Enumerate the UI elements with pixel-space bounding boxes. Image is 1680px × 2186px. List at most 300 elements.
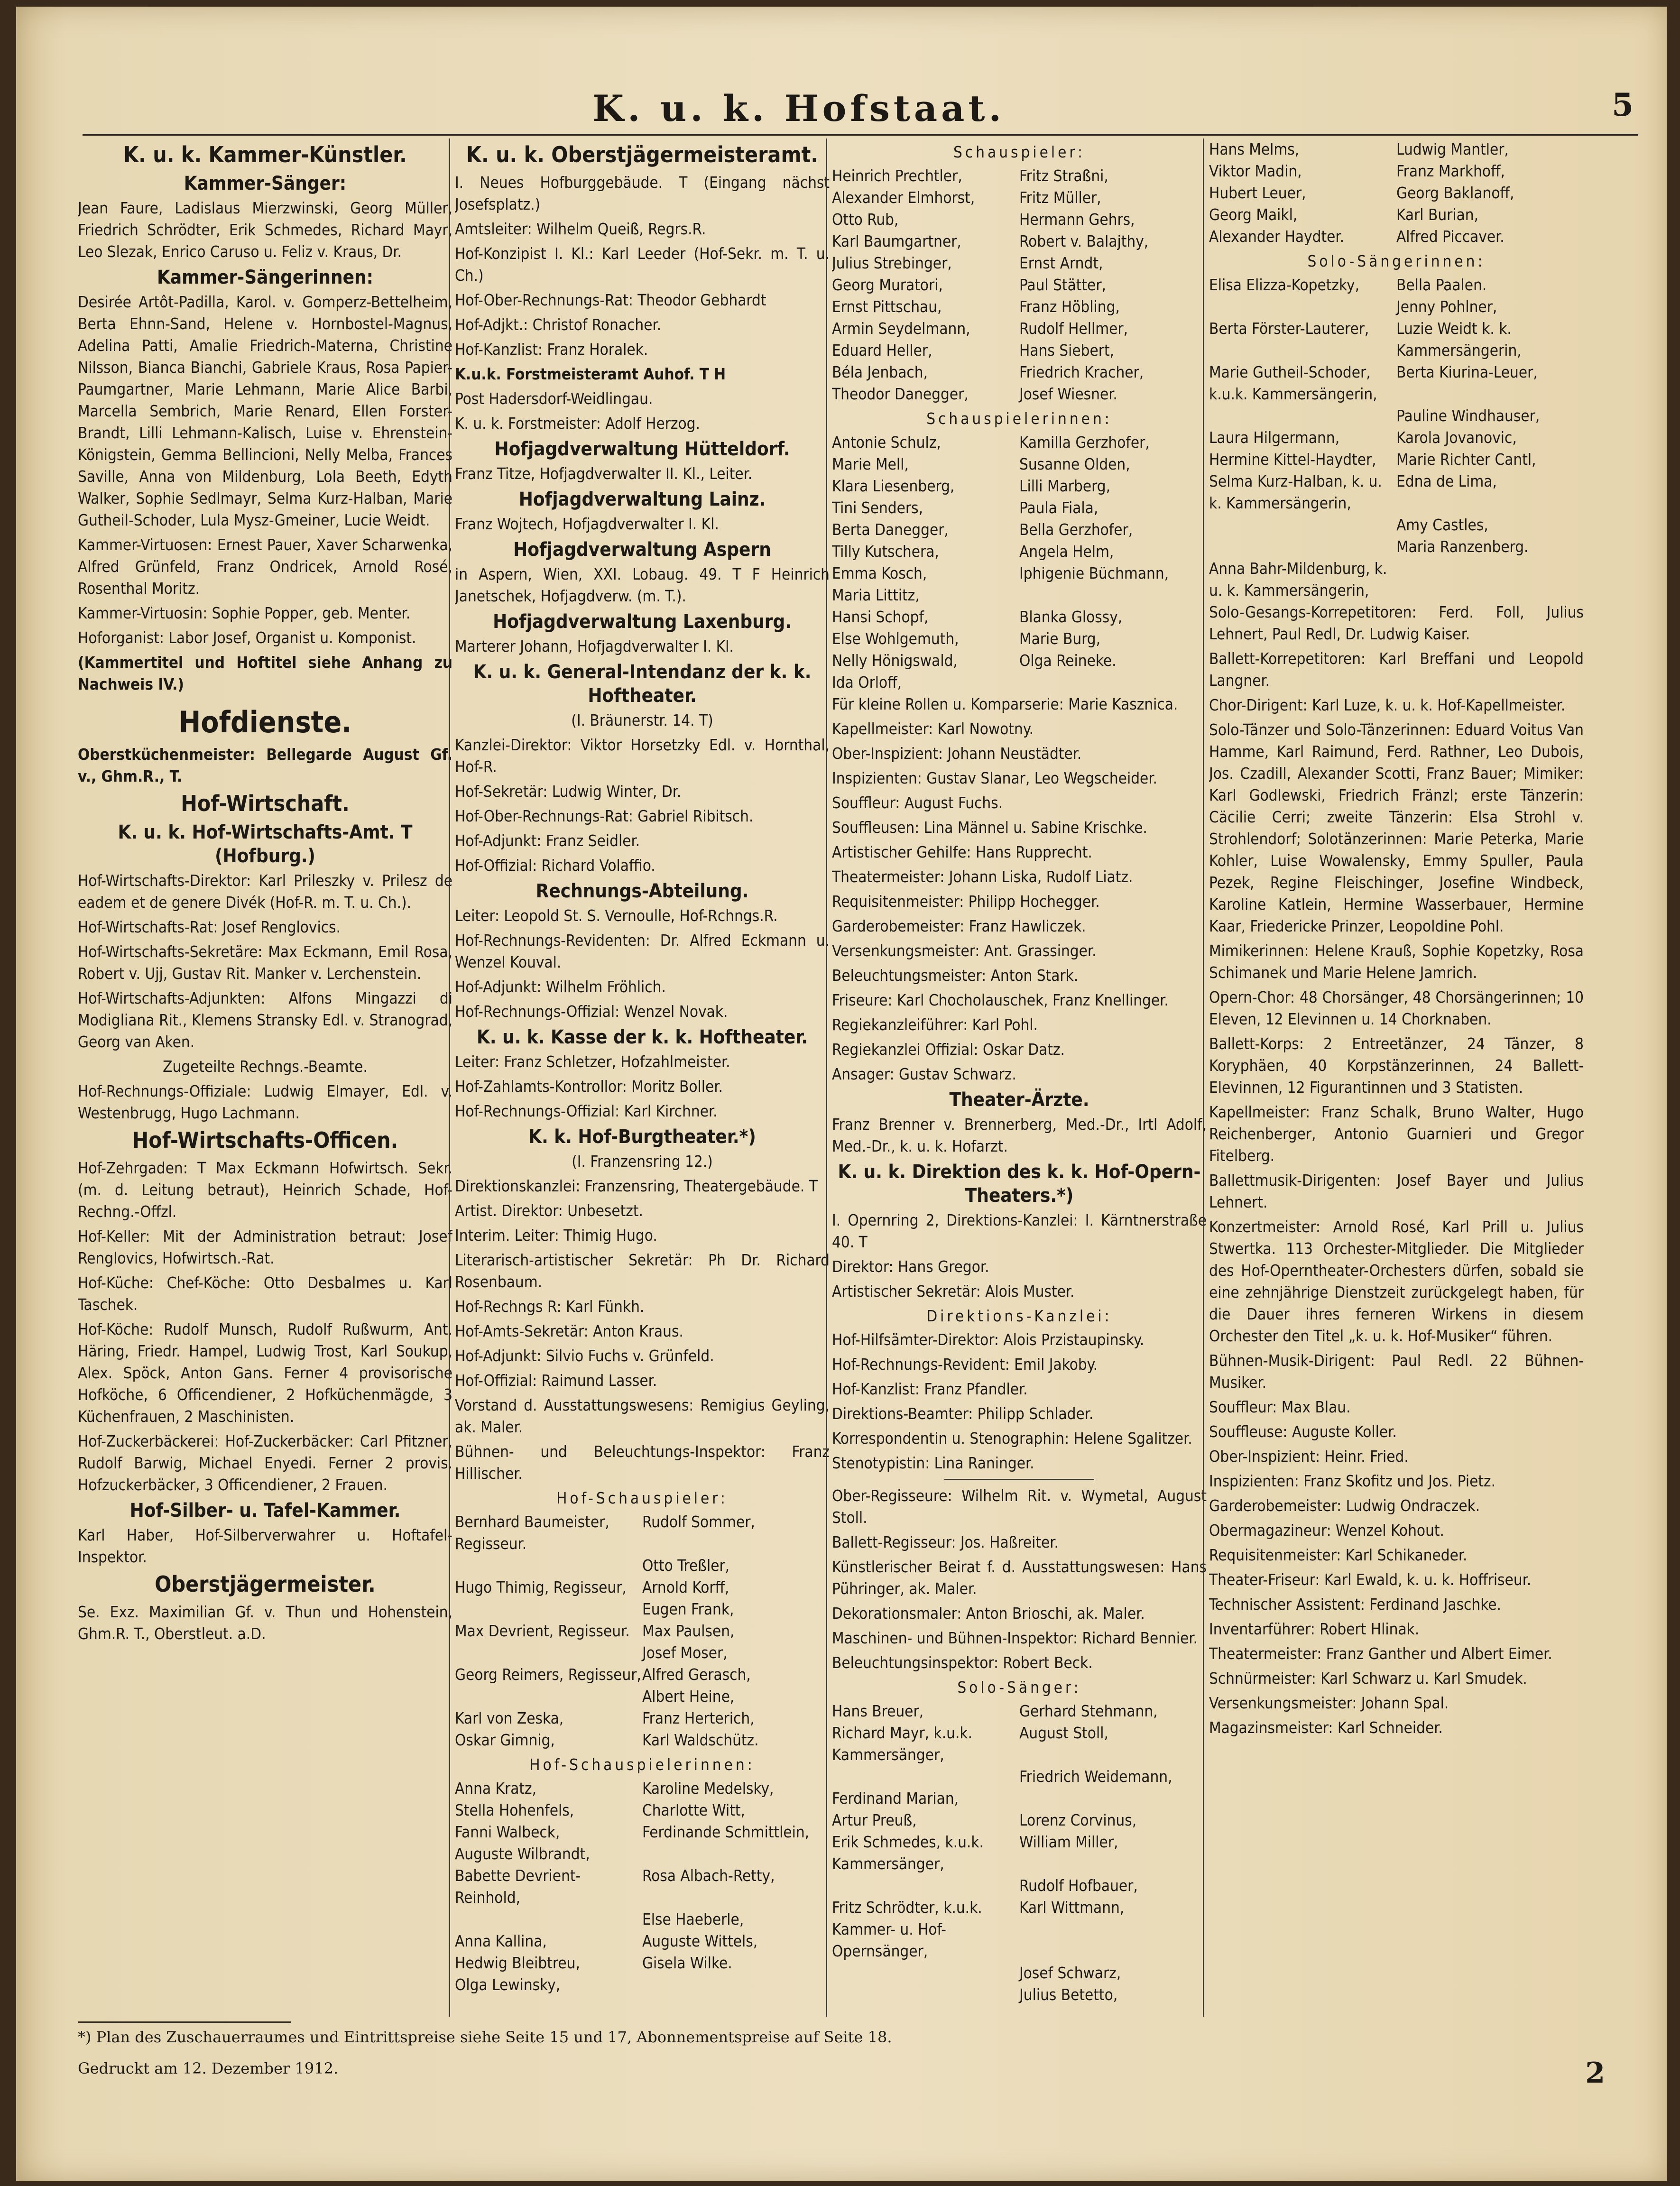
name-entry: Oskar Gimnig, (455, 1731, 555, 1749)
name-row (455, 1865, 830, 1909)
text-block: Artist. Direktor: Unbesetzt. (455, 1201, 643, 1220)
name-row (832, 1831, 1207, 1875)
footnote-rule (78, 2021, 291, 2023)
text-block: Ballett-Korps: 2 Entreetänzer, 24 Tänzer, 8 Koryphäen, 40 Korpstänzerinnen, 24 Ballett-Elevinnen, 12 Figurantinnen und 3 Statisten. (1209, 1034, 1584, 1097)
name-row (1209, 138, 1584, 160)
text-block: K.u.k. Forstmeisteramt Auhof. T H (455, 365, 726, 383)
text-block: Dekorationsmaler: Anton Brioschi, ak. Maler. (832, 1604, 1145, 1623)
name-entry: Gisela Wilke. (642, 1954, 732, 1972)
name-entry: Maria Littitz, (832, 586, 920, 604)
text-block: Souffleusen: Lina Männel u. Sabine Krischke. (832, 818, 1147, 837)
text-block: Franz Wojtech, Hofjagdverwalter I. Kl. (455, 515, 719, 533)
name-row (832, 1962, 1207, 1984)
subsection-heading: K. u. k. General-Intendanz der k. k. Hoftheater. (473, 661, 812, 707)
name-entry: Anna Bahr-Mildenburg, k. u. k. Kammersängerin, (1209, 559, 1387, 600)
text-block: Schnürmeister: Karl Schwarz u. Karl Smudek. (1209, 1669, 1527, 1688)
text-block: Kapellmeister: Karl Nowotny. (832, 719, 1034, 738)
name-entry: Hermine Kittel-Haydter, (1209, 450, 1376, 469)
name-entry: Ida Orloff, (832, 673, 902, 692)
text-block: Hof-Wirtschafts-Direktor: Karl Prileszky v. Prilesz de eadem et de genere Divék (Hof-R. m. T. u. Ch.). (78, 871, 452, 912)
name-entry (455, 1555, 642, 1577)
name-row (455, 1821, 830, 1843)
name-row (832, 672, 1207, 693)
text-block: Marterer Johann, Hofjagdverwalter I. Kl. (455, 637, 734, 655)
text-block: Theatermeister: Franz Ganther und Albert Eimer. (1209, 1644, 1552, 1663)
name-entry: Rudolf Hofbauer, (1019, 1876, 1138, 1895)
text-block: Interim. Leiter: Thimig Hugo. (455, 1226, 657, 1245)
name-entry: Armin Seydelmann, (832, 319, 970, 338)
text-block: Friseure: Karl Chocholauschek, Franz Knellinger. (832, 991, 1169, 1009)
name-row (832, 340, 1207, 361)
text-block: Hof-Kanzlist: Franz Pfandler. (832, 1380, 1028, 1398)
name-row (832, 584, 1207, 606)
name-entry: Alexander Haydter. (1209, 227, 1345, 246)
name-entry: Marie Gutheil-Schoder, k.u.k. Kammersängerin, (1209, 363, 1377, 403)
name-entry: Viktor Madin, (1209, 162, 1302, 180)
name-entry: Franz Herterich, (642, 1709, 755, 1727)
name-row (832, 1788, 1207, 1809)
print-date: Gedruckt am 12. Dezember 1912. (78, 2059, 339, 2077)
text-block: Hof-Sekretär: Ludwig Winter, Dr. (455, 782, 682, 801)
name-entry: Antonie Schulz, (832, 433, 941, 452)
name-entry: Rosa Albach-Retty, (642, 1866, 775, 1885)
name-entry: Charlotte Witt, (642, 1801, 745, 1819)
text-block: Chor-Dirigent: Karl Luze, k. u. k. Hof-Kapellmeister. (1209, 696, 1566, 714)
text-block: Post Hadersdorf-Weidlingau. (455, 389, 653, 408)
name-entry: Eduard Heller, (832, 341, 932, 360)
name-row (1209, 318, 1584, 361)
name-entry (1019, 584, 1207, 606)
name-entry (642, 1843, 830, 1865)
name-entry: Babette Devrient-Reinhold, (455, 1866, 581, 1907)
text-block: Requisitenmeister: Karl Schikaneder. (1209, 1546, 1468, 1564)
name-entry: Anna Kratz, (455, 1779, 537, 1798)
name-entry: Josef Wiesner. (1019, 385, 1117, 403)
name-entry: Karl von Zeska, (455, 1709, 564, 1727)
text-block: Hoforganist: Labor Josef, Organist u. Komponist. (78, 628, 416, 647)
text-block: Kanzlei-Direktor: Viktor Horsetzky Edl. v. Hornthal, Hof-R. (455, 736, 830, 776)
name-entry: Theodor Danegger, (832, 385, 969, 403)
name-entry (1396, 558, 1584, 601)
name-entry: Heinrich Prechtler, (832, 166, 962, 185)
name-entry: Auguste Wilbrandt, (455, 1845, 590, 1863)
name-row (455, 1778, 830, 1799)
name-entry: Nelly Hönigswald, (832, 651, 958, 670)
subsection-heading: Hofjagdverwaltung Laxenburg. (493, 611, 792, 633)
name-row (832, 231, 1207, 252)
name-entry: Amy Castles, (1396, 516, 1488, 534)
subsection-heading: Rechnungs-Abteilung. (535, 880, 749, 902)
name-entry: Lilli Marberg, (1019, 477, 1110, 495)
name-entry: Paula Fiala, (1019, 498, 1098, 517)
text-block: Oberstküchenmeister: Bellegarde August Gf. v., Ghm.R., T. (78, 745, 452, 785)
name-entry: Stella Hohenfels, (455, 1801, 574, 1819)
text-block: Requisitenmeister: Philipp Hochegger. (832, 892, 1100, 911)
name-row (1209, 226, 1584, 248)
name-entry (1019, 1788, 1207, 1809)
text-block: Kammer-Virtuosen: Ernest Pauer, Xaver Scharwenka, Alfred Grünfeld, Franz Ondricek, Arnold Rosé, Rosenthal Moritz. (78, 535, 452, 598)
subsection-heading: Schauspielerinnen: (926, 409, 1112, 428)
name-entry: Karoline Medelsky, (642, 1779, 774, 1798)
name-entry: Josef Schwarz, (1019, 1964, 1121, 1982)
name-row (832, 650, 1207, 672)
name-row (832, 318, 1207, 340)
subsection-heading: K. u. k. Hof-Wirtschafts-Amt. T (Hofburg.) (118, 821, 413, 867)
name-list (832, 165, 1207, 405)
name-row (1209, 514, 1584, 536)
name-entry: Franz Markhoff, (1396, 162, 1505, 180)
name-entry: Ernst Pittschau, (832, 297, 942, 316)
page (16, 7, 1667, 2181)
name-row (1209, 536, 1584, 558)
text-block: Magazinsmeister: Karl Schneider. (1209, 1718, 1443, 1737)
name-entry: Georg Maikl, (1209, 205, 1298, 224)
text-block: Direktor: Hans Gregor. (832, 1257, 989, 1276)
name-row (455, 1620, 830, 1642)
name-row (455, 1598, 830, 1620)
name-row (455, 1952, 830, 1974)
name-entry: Else Haeberle, (642, 1910, 744, 1928)
name-row (832, 519, 1207, 541)
text-block: Franz Titze, Hofjagdverwalter II. Kl., Leiter. (455, 464, 753, 483)
name-entry: Ferdinand Marian, (832, 1789, 959, 1808)
text-block: Zugeteilte Rechngs.-Beamte. (163, 1057, 368, 1076)
text-block: Hof-Zuckerbäckerei: Hof-Zuckerbäcker: Carl Pfitzner, Rudolf Barwig, Michael Enyedi. Ferner 2 provis. Hofzuckerbäcker, 3 Officendiener, 2 Frauen. (78, 1432, 452, 1494)
name-entry: Anna Kallina, (455, 1932, 547, 1950)
section-heading: Hof-Wirtschaft. (181, 791, 350, 816)
name-entry (832, 1984, 1019, 2006)
name-entry (1209, 405, 1396, 427)
text-block: Beleuchtungsinspektor: Robert Beck. (832, 1653, 1093, 1672)
subsection-heading: Theater-Ärzte. (949, 1089, 1089, 1111)
text-block: Hof-Rechngs R: Karl Fünkh. (455, 1297, 645, 1316)
name-row (1209, 405, 1584, 427)
text-block: Hof-Offizial: Raimund Lasser. (455, 1371, 657, 1390)
name-entry (455, 1686, 642, 1707)
name-row (1209, 558, 1584, 601)
name-row (455, 1909, 830, 1930)
name-entry: Berta Förster-Lauterer, (1209, 319, 1369, 338)
name-entry: Marie Mell, (832, 455, 909, 473)
text-block: I. Opernring 2, Direktions-Kanzlei: I. Kärntnerstraße 40. T (832, 1211, 1207, 1251)
text-block: Inspizienten: Gustav Slanar, Leo Wegscheider. (832, 769, 1157, 787)
name-entry: Richard Mayr, k.u.k. Kammersänger, (832, 1724, 973, 1764)
text-block: Franz Brenner v. Brennerberg, Med.-Dr., Irtl Adolf, Med.-Dr., k. u. k. Hofarzt. (832, 1115, 1207, 1155)
name-entry (455, 1909, 642, 1930)
text-block: Karl Haber, Hof-Silberverwahrer u. Hoftafel-Inspektor. (78, 1526, 452, 1566)
text-block: Für kleine Rollen u. Komparserie: Marie Kasznica. (832, 695, 1178, 713)
name-entry: Tilly Kutschera, (832, 542, 939, 561)
column-1 (78, 138, 452, 2017)
subsection-heading: Solo-Sänger: (957, 1678, 1081, 1697)
name-list (1209, 274, 1584, 601)
subsection-heading: Hof-Schauspielerinnen: (529, 1755, 755, 1774)
name-entry: Angela Helm, (1019, 542, 1114, 561)
text-block: Theatermeister: Johann Liska, Rudolf Liatz. (832, 867, 1133, 886)
text-block: Hof-Adjunkt: Wilhelm Fröhlich. (455, 978, 666, 996)
text-block: Hof-Offizial: Richard Volaffio. (455, 856, 655, 875)
name-entry: Franz Höbling, (1019, 297, 1120, 316)
name-entry: Pauline Windhauser, (1396, 406, 1540, 425)
name-entry: Robert v. Balajthy, (1019, 232, 1149, 250)
text-block: Inventarführer: Robert Hlinak. (1209, 1620, 1420, 1638)
name-entry: Alexander Elmhorst, (832, 188, 975, 207)
name-row (455, 1577, 830, 1598)
name-entry: Blanka Glossy, (1019, 608, 1123, 626)
name-entry: Alfred Gerasch, (642, 1665, 751, 1684)
text-block: Stenotypistin: Lina Raninger. (832, 1454, 1034, 1472)
text-block: Hof-Ober-Rechnungs-Rat: Theodor Gebhardt (455, 291, 766, 309)
name-entry: Albert Heine, (642, 1687, 735, 1706)
name-entry: Paul Stätter, (1019, 276, 1106, 294)
subsection-heading: K. u. k. Kasse der k. k. Hoftheater. (476, 1026, 808, 1048)
text-block: Inspizienten: Franz Skofitz und Jos. Pietz. (1209, 1472, 1495, 1490)
name-entry: Béla Jenbach, (832, 363, 928, 381)
name-row (832, 453, 1207, 475)
name-entry: Bella Paalen. (1396, 276, 1487, 294)
name-entry: Hans Breuer, (832, 1702, 924, 1720)
text-block: K. u. k. Forstmeister: Adolf Herzog. (455, 414, 700, 433)
name-row (832, 541, 1207, 563)
name-entry: Elisa Elizza-Kopetzky, (1209, 276, 1359, 294)
name-row (832, 628, 1207, 650)
subsection-heading: Direktions-Kanzlei: (926, 1307, 1112, 1325)
name-row (832, 1984, 1207, 2006)
text-block: Mimikerinnen: Helene Krauß, Sophie Kopetzky, Rosa Schimanek und Marie Helene Jamrich. (1209, 941, 1584, 982)
section-heading: Hofdienste. (178, 705, 352, 739)
subsection-heading: Solo-Sängerinnen: (1307, 252, 1486, 270)
text-block: Ober-Regisseure: Wilhelm Rit. v. Wymetal, August Stoll. (832, 1486, 1207, 1527)
name-row (455, 1664, 830, 1686)
column-3 (832, 138, 1207, 2017)
page-number: 5 (1612, 86, 1634, 123)
name-entry: Karl Waldschütz. (642, 1731, 759, 1749)
name-row (832, 497, 1207, 519)
text-block: Hof-Zehrgaden: T Max Eckmann Hofwirtsch. Sekr. (m. d. Leitung betraut), Heinrich Schade, Hof-Rechng.-Offzl. (78, 1159, 452, 1221)
column-2 (455, 138, 830, 2017)
name-entry (1209, 296, 1396, 318)
name-entry: Josef Moser, (642, 1643, 728, 1662)
name-row (1209, 470, 1584, 514)
text-block: Ober-Inspizient: Heinr. Fried. (1209, 1447, 1409, 1466)
name-entry: Hedwig Bleibtreu, (455, 1954, 580, 1972)
name-row (455, 1799, 830, 1821)
text-block: Se. Exz. Maximilian Gf. v. Thun und Hohenstein, Ghm.R. T., Oberstleut. a.D. (78, 1603, 452, 1643)
name-entry (832, 1962, 1019, 1984)
text-block: Bühnen-Musik-Dirigent: Paul Redl. 22 Bühnen-Musiker. (1209, 1351, 1584, 1392)
text-block: Kapellmeister: Franz Schalk, Bruno Walter, Hugo Reichenberger, Antonio Guarnieri und Gregor Fitelberg. (1209, 1103, 1584, 1165)
text-block: Regiekanzlei Offizial: Oskar Datz. (832, 1040, 1065, 1059)
name-row (832, 383, 1207, 405)
name-entry: Eugen Frank, (642, 1600, 734, 1618)
text-block: Technischer Assistent: Ferdinand Jaschke. (1209, 1595, 1501, 1614)
name-entry: Susanne Olden, (1019, 455, 1130, 473)
name-entry: Lorenz Corvinus, (1019, 1811, 1137, 1829)
text-block: in Aspern, Wien, XXI. Lobaug. 49. T F Heinrich Janetschek, Hofjagdverw. (m. T.). (455, 565, 830, 605)
name-entry: Jenny Pohlner, (1396, 297, 1497, 316)
name-entry: Marie Burg, (1019, 629, 1101, 648)
name-row (455, 1511, 830, 1555)
name-entry: Erik Schmedes, k.u.k. Kammersänger, (832, 1833, 984, 1873)
text-block: Ober-Inspizient: Johann Neustädter. (832, 744, 1082, 763)
name-entry: Friedrich Kracher, (1019, 363, 1144, 381)
subsection-heading: Hofjagdverwaltung Lainz. (518, 489, 766, 510)
text-block: Literarisch-artistischer Sekretär: Ph Dr. Richard Rosenbaum. (455, 1251, 830, 1291)
text-block: Hof-Rechnungs-Revidenten: Dr. Alfred Eckmann u. Wenzel Kouval. (455, 931, 830, 971)
name-row (1209, 361, 1584, 405)
subsection-heading: Kammer-Sängerinnen: (157, 267, 374, 288)
name-row (1209, 274, 1584, 296)
text-block: Korrespondentin u. Stenographin: Helene Sgalitzer. (832, 1429, 1192, 1448)
text-block: Solo-Tänzer und Solo-Tänzerinnen: Eduard Voitus Van Hamme, Karl Raimund, Ferd. Rathner, Leo Dubois, Jos. Czadill, Alexander Scotti, Franz Bauer; Mimiker: Karl Godlewski, Friedrich Fränzl; erste Tänzerin: Cäcilie Cerri; zweite Tänzerin: Elsa Strohl v. Strohlendorf; Solotänzerinnen: Marie Peterka, Marie Kohler, Luise Wowalensky, Emmy Spuller, Paula Pezek, Regine Fleischinger, Josefine Windbeck, Karoline Katlein, Hermine Wasserbauer, Hermine Kaar, Friedericke Prinzer, Leopoldine Pohl. (1209, 720, 1584, 935)
text-block: Hof-Wirtschafts-Adjunkten: Alfons Mingazzi di Modigliana Rit., Klemens Stransky Edl. v. Stranograd, Georg van Aken. (78, 989, 452, 1051)
text-block: Ballett-Regisseur: Jos. Haßreiter. (832, 1533, 1059, 1551)
name-row (455, 1974, 830, 1996)
text-block: Versenkungsmeister: Ant. Grassinger. (832, 941, 1097, 960)
name-entry (832, 1766, 1019, 1788)
name-entry: Laura Hilgermann, (1209, 428, 1340, 447)
separator-rule (944, 1479, 1094, 1480)
name-list (455, 1778, 830, 1996)
text-block: Theater-Friseur: Karl Ewald, k. u. k. Hoffriseur. (1209, 1570, 1532, 1589)
text-block: Ansager: Gustav Schwarz. (832, 1065, 1016, 1083)
name-entry: Julius Betetto, (1019, 1985, 1118, 2004)
name-entry: Marie Richter Cantl, (1396, 450, 1536, 469)
name-entry (1209, 514, 1396, 536)
name-row (455, 1555, 830, 1577)
text-block: Hof-Amts-Sekretär: Anton Kraus. (455, 1322, 683, 1340)
subsection-heading: Hofjagdverwaltung Aspern (513, 539, 771, 561)
text-block: Hof-Ober-Rechnungs-Rat: Gabriel Ribitsch. (455, 807, 754, 825)
text-block: Opern-Chor: 48 Chorsänger, 48 Chorsängerinnen; 10 Eleven, 12 Elevinnen u. 14 Chorknaben. (1209, 988, 1584, 1028)
text-block: Hof-Rechnungs-Offiziale: Ludwig Elmayer, Edl. v. Westenbrugg, Hugo Lachmann. (78, 1082, 452, 1122)
name-entry: Karl Burian, (1396, 205, 1479, 224)
name-entry: Rudolf Hellmer, (1019, 319, 1128, 338)
name-row (1209, 427, 1584, 449)
name-entry: Bernhard Baumeister, Regisseur. (455, 1513, 609, 1553)
name-row (832, 475, 1207, 497)
section-heading: K. u. k. Kammer-Künstler. (123, 142, 407, 167)
name-entry: Gerhard Stehmann, (1019, 1702, 1158, 1720)
text-block: Garderobemeister: Ludwig Ondraczek. (1209, 1496, 1480, 1515)
text-block: Vorstand d. Ausstattungswesens: Remigius Geyling, ak. Maler. (455, 1396, 830, 1436)
column-divider (1203, 138, 1204, 2017)
name-row (1209, 449, 1584, 470)
name-entry: Klara Liesenberg, (832, 477, 955, 495)
subsection-heading: Schauspieler: (953, 143, 1085, 161)
name-row (455, 1729, 830, 1751)
name-entry: Luzie Weidt k. k. Kammersängerin, (1396, 319, 1522, 360)
name-entry: Fritz Straßni, (1019, 166, 1108, 185)
text-block: Souffleur: August Fuchs. (832, 793, 1003, 812)
name-entry (1019, 672, 1207, 693)
text-block: Hof-Adjunkt: Silvio Fuchs v. Grünfeld. (455, 1347, 714, 1365)
text-block: Souffleuse: Auguste Koller. (1209, 1422, 1397, 1441)
name-entry: Fritz Schrödter, k.u.k. Kammer- u. Hof-Opernsänger, (832, 1898, 982, 1960)
text-block: I. Neues Hofburggebäude. T (Eingang nächst Josefsplatz.) (455, 173, 830, 213)
text-block: Hof-Hilfsämter-Direktor: Alois Przistaupinsky. (832, 1330, 1145, 1349)
name-entry (642, 1974, 830, 1996)
name-entry: August Stoll, (1019, 1724, 1108, 1742)
section-heading: Oberstjägermeister. (155, 1571, 376, 1597)
name-row (832, 1766, 1207, 1788)
name-row (455, 1686, 830, 1707)
text-block: Hof-Rechnungs-Offizial: Wenzel Novak. (455, 1002, 728, 1021)
name-entry: Friedrich Weidemann, (1019, 1767, 1172, 1786)
text-block: Hof-Köche: Rudolf Munsch, Rudolf Rußwurm, Ant. Häring, Friedr. Hampel, Ludwig Trost, Karl Soukup, Alex. Spöck, Anton Gans. Ferner 4 provisorische Hofköche, 6 Officendiener, 2 Hofküchenmägde, 3 Küchenfrauen, 2 Maschinisten. (78, 1320, 452, 1426)
name-row (832, 274, 1207, 296)
text-block: Ballett-Korrepetitoren: Karl Breffani und Leopold Langner. (1209, 649, 1584, 690)
name-list (832, 1700, 1207, 2006)
name-row (1209, 182, 1584, 204)
name-entry: Auguste Wittels, (642, 1932, 758, 1950)
text-block: Maschinen- und Bühnen-Inspektor: Richard Bennier. (832, 1629, 1198, 1647)
name-row (832, 361, 1207, 383)
name-entry: Arnold Korff, (642, 1578, 729, 1596)
header-rule (83, 134, 1638, 136)
name-entry: Berta Danegger, (832, 520, 949, 539)
name-row (832, 1809, 1207, 1831)
name-row (832, 1700, 1207, 1722)
name-entry: Fanni Walbeck, (455, 1823, 560, 1841)
name-row (455, 1707, 830, 1729)
text-block: Kammer-Virtuosin: Sophie Popper, geb. Menter. (78, 604, 411, 622)
text-block: (Kammertitel und Hoftitel siehe Anhang zu Nachweis IV.) (78, 653, 452, 693)
subsection-heading: K. k. Hof-Burgtheater.*) (528, 1126, 756, 1148)
name-row (832, 1722, 1207, 1766)
text-block: Regiekanzleiführer: Karl Pohl. (832, 1015, 1038, 1034)
text-block: Jean Faure, Ladislaus Mierzwinski, Georg Müller, Friedrich Schrödter, Erik Schmedes, Richard Mayr, Leo Slezak, Enrico Caruso u. Feliz v. Kraus, Dr. (78, 199, 452, 261)
text-block: Versenkungsmeister: Johann Spal. (1209, 1694, 1449, 1712)
name-list (455, 1511, 830, 1751)
name-entry: Georg Reimers, Regisseur, (455, 1665, 641, 1684)
text-block: Desirée Artôt-Padilla, Karol. v. Gomperz-Bettelheim, Berta Ehnn-Sand, Helene v. Hornbostel-Magnus, Adelina Patti, Amalie Friedrich-Materna, Christine Nilsson, Bianca Bianchi, Gabriele Kraus, Rosa Papier-Paumgartner, Marie Lehmann, Marie Alice Barbi, Marcella Sembrich, Marie Renard, Ellen Forster-Brandt, Lilli Lehmann-Kalisch, Luise v. Ehrenstein-Königstein, Gemma Bellincioni, Nelly Melba, Frances Saville, Anna von Mildenburg, Lola Beeth, Edyth Walker, Sophie Sedlmayr, Selma Kurz-Halban, Marie Gutheil-Schoder, Lula Mysz-Gmeiner, Lucie Weidt. (78, 293, 452, 529)
name-entry: Alfred Piccaver. (1396, 227, 1505, 246)
text-block: Amtsleiter: Wilhelm Queiß, Regrs.R. (455, 220, 706, 238)
name-row (1209, 204, 1584, 226)
name-entry: Hermann Gehrs, (1019, 210, 1135, 229)
name-entry: Otto Rub, (832, 210, 899, 229)
column-divider (449, 138, 450, 2017)
name-row (832, 209, 1207, 231)
name-entry: Artur Preuß, (832, 1811, 917, 1829)
name-entry (832, 1875, 1019, 1897)
page-header (16, 78, 1667, 135)
name-row (832, 1875, 1207, 1897)
name-entry: Edna de Lima, (1396, 472, 1497, 490)
section-heading: K. u. k. Oberstjägermeisteramt. (466, 142, 819, 167)
name-entry: Berta Kiurina-Leuer, (1396, 363, 1538, 381)
text-block: Artistischer Sekretär: Alois Muster. (832, 1282, 1075, 1301)
name-row (832, 187, 1207, 209)
name-entry: Otto Treßler, (642, 1556, 730, 1575)
name-entry: Selma Kurz-Halban, k. u. k. Kammersängerin, (1209, 472, 1382, 512)
name-entry: Fritz Müller, (1019, 188, 1101, 207)
name-entry: Karola Jovanovic, (1396, 428, 1517, 447)
name-entry (455, 1642, 642, 1664)
text-block: Leiter: Leopold St. S. Vernoulle, Hof-Rchngs.R. (455, 906, 778, 925)
text-block: Leiter: Franz Schletzer, Hofzahlmeister. (455, 1052, 730, 1071)
name-row (455, 1843, 830, 1865)
name-entry (1209, 536, 1396, 558)
text-block: Hof-Rechnungs-Offizial: Karl Kirchner. (455, 1102, 718, 1120)
text-block: (I. Bräunerstr. 14. T) (571, 711, 713, 729)
name-row (832, 563, 1207, 584)
text-block: Direktionskanzlei: Franzensring, Theatergebäude. T (455, 1177, 818, 1195)
name-entry: Karl Baumgartner, (832, 232, 961, 250)
text-block: Garderobemeister: Franz Hawliczek. (832, 917, 1086, 935)
name-row (832, 296, 1207, 318)
